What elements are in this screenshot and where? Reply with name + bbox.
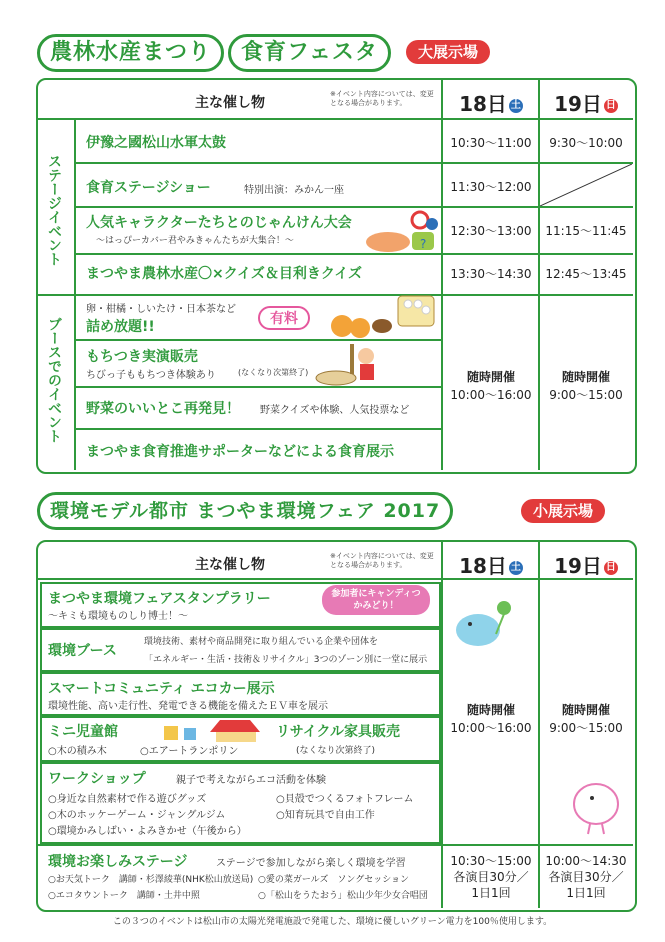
header-main-events: 主な催し物 [195, 95, 265, 111]
day-19-label-2: 19日 [554, 554, 602, 578]
col-divider-18 [441, 542, 443, 908]
mid-19-status: 随時開催 [561, 703, 610, 717]
day-18-label: 18日 [459, 92, 507, 116]
svg-text:?: ? [420, 237, 427, 251]
saturday-badge: 土 [510, 99, 521, 111]
event-food-education-display: まつやま食育推進サポーターなどによる食育展示 [86, 444, 394, 460]
stage-item-4: ○「松山をうたおう」松山少年少女合唱団 [258, 891, 428, 901]
mid-18-time: 10:00～16:00 [450, 721, 532, 735]
booth-18-status: 随時開催 [466, 370, 515, 384]
event-all-you-can-stuff: 詰め放題!! [86, 319, 155, 335]
smart-community-sub: 環境性能、高い走行性、発電できる機能を備えたＥＶ車を展示 [48, 701, 328, 712]
time-18-taiko: 10:30～11:00 [450, 136, 532, 150]
sunday-badge: 日 [605, 99, 616, 111]
row-divider [76, 206, 633, 208]
stage-19-time: 10:00～14:30 [545, 854, 627, 868]
row-divider [76, 386, 442, 388]
booth-19-status: 随時開催 [561, 370, 610, 384]
header-main-events-2: 主な催し物 [195, 557, 265, 573]
kids-opt-blocks: ○木の積み木 [48, 746, 107, 757]
header-divider [38, 118, 633, 120]
title-food-festa: 食育フェスタ [228, 34, 391, 72]
pink-bird-illustration [562, 770, 632, 836]
day-19-header-2 [540, 550, 632, 579]
event-smart-community: スマートコミュニティ エコカー展示 [48, 681, 275, 697]
booth-events-label: ブースでのイベント [46, 317, 62, 443]
toy-blocks-illustration [160, 716, 270, 744]
candy-bubble: 参加者にキャンディつかみどり！ [322, 585, 430, 615]
stamp-rally-sub: ～キミも環境ものしり博士！～ [48, 611, 188, 622]
col-divider-18 [441, 80, 443, 470]
special-guest: 特別出演：みかん一座 [244, 185, 344, 196]
mid-19-time: 9:00～15:00 [549, 721, 623, 735]
booth-18-time: 10:00～16:00 [450, 388, 532, 402]
mochi-sub-note: (なくなり次第終了) [238, 368, 309, 377]
saturday-badge-2: 土 [510, 561, 521, 573]
janken-subtitle: ～はっぴーカバー君やみきゃんたちが大集合！～ [96, 236, 294, 246]
day-18-label-2: 18日 [459, 554, 507, 578]
event-env-booth: 環境ブース [48, 643, 117, 659]
venue-badge-small-hall: 小展示場 [521, 499, 605, 523]
eco-stage-sub: ステージで参加しながら楽しく環境を学習 [216, 858, 406, 869]
title-agri-festival: 農林水産まつり [37, 34, 224, 72]
stage-item-2: ○愛の菜ガールズ ソングセッション [258, 875, 410, 885]
stage-19-note: 各演目30分／ [548, 870, 624, 884]
workshop-item-5: ○環境かみしばい・よみきかせ（午後から） [48, 826, 247, 837]
time-18-food-show: 11:30～12:00 [450, 180, 532, 194]
event-recycle-furniture: リサイクル家具販売 [276, 724, 401, 740]
day-18-header [444, 88, 538, 117]
event-taiko-drum: 伊豫之國松山水軍太鼓 [86, 135, 226, 151]
workshop-item-1: ○身近な自然素材で作る遊びグッズ [48, 794, 207, 805]
produce-illustration [320, 290, 438, 340]
stuffing-items: 卵・柑橘・しいたけ・日本茶など [86, 304, 236, 315]
footer-note: この３つのイベントは松山市の太陽光発電施設で発電した、環境に優しいグリーン電力を100％使用します。 [112, 917, 553, 927]
event-vegetable: 野菜のいいとこ再発見！ [86, 401, 240, 417]
workshop-item-4: ○知育玩具で自由工作 [276, 810, 375, 821]
time-19-taiko: 9:30～10:00 [549, 136, 623, 150]
env-booth-sub2: 「エネルギー・生活・技術＆リサイクル」3つのゾーン別に一堂に展示 [144, 655, 428, 665]
quiz-mascot-illustration [360, 208, 440, 252]
time-19-janken: 11:15～11:45 [545, 224, 627, 238]
venue-badge-large-hall: 大展示場 [406, 40, 490, 64]
event-workshop: ワークショップ [48, 771, 146, 787]
row-divider [76, 428, 442, 430]
stage-events-label: ステージイベント [46, 154, 62, 266]
time-18-janken: 12:30～13:00 [450, 224, 532, 238]
change-note: ※イベント内容については、変更となる場合があります。 [330, 90, 434, 107]
sunday-badge-2: 日 [605, 561, 616, 573]
event-eco-stage: 環境お楽しみステージ [48, 854, 188, 870]
stage-item-3: ○エコタウントーク 講師・土井中照 [48, 891, 200, 901]
stage-item-1: ○お天気トーク 講師・杉澤綾華(NHK松山放送局) [48, 875, 254, 885]
env-booth-sub: 環境技術、素材や商品開発に取り組んでいる企業や団体を [144, 637, 379, 647]
event-stamp-rally: まつやま環境フェアスタンプラリー [48, 591, 271, 607]
no-event-slash [540, 164, 632, 206]
workshop-sub: 親子で考えながらエコ活動を体験 [176, 775, 326, 786]
event-mini-kids: ミニ児童館 [48, 724, 118, 740]
kids-opt-trampoline: ○エアートランポリン [140, 746, 239, 757]
stage-18-time: 10:30～15:00 [450, 854, 532, 868]
stage-18-note2: 1日1回 [471, 886, 511, 900]
day-19-label: 19日 [554, 92, 602, 116]
mochi-pounding-illustration [310, 340, 382, 386]
event-janken: 人気キャラクターたちとのじゃんけん大会 [86, 215, 352, 231]
time-19-quiz: 12:45～13:45 [545, 267, 627, 281]
workshop-item-3: ○木のホッケーゲーム・ジャングルジム [48, 810, 226, 821]
paid-tag: 有料 [258, 306, 310, 330]
vegetable-sub: 野菜クイズや体験、人気投票など [260, 405, 410, 416]
blue-bird-illustration [448, 594, 520, 652]
booth-19-time: 9:00～15:00 [549, 388, 623, 402]
time-18-quiz: 13:30～14:30 [450, 267, 532, 281]
day-19-header [540, 88, 632, 117]
title-eco-fair: 環境モデル都市 まつやま環境フェア 2017 [37, 492, 453, 530]
event-mochi: もちつき実演販売 [86, 349, 198, 365]
event-food-stage-show: 食育ステージショー [86, 180, 211, 196]
event-quiz: まつやま農林水産〇×クイズ＆目利きクイズ [86, 266, 363, 282]
row-divider [38, 844, 633, 846]
workshop-item-2: ○貝殻でつくるフォトフレーム [276, 794, 414, 805]
stage-18-note: 各演目30分／ [453, 870, 529, 884]
mochi-sub: ちびっ子ももちつき体験あり [86, 370, 216, 381]
day-18-header-2 [444, 550, 538, 579]
change-note-2: ※イベント内容については、変更となる場合があります。 [330, 552, 434, 569]
mid-18-status: 随時開催 [466, 703, 515, 717]
recycle-note: (なくなり次第終了) [296, 746, 376, 756]
stage-19-note2: 1日1回 [566, 886, 606, 900]
row-divider [76, 253, 633, 255]
